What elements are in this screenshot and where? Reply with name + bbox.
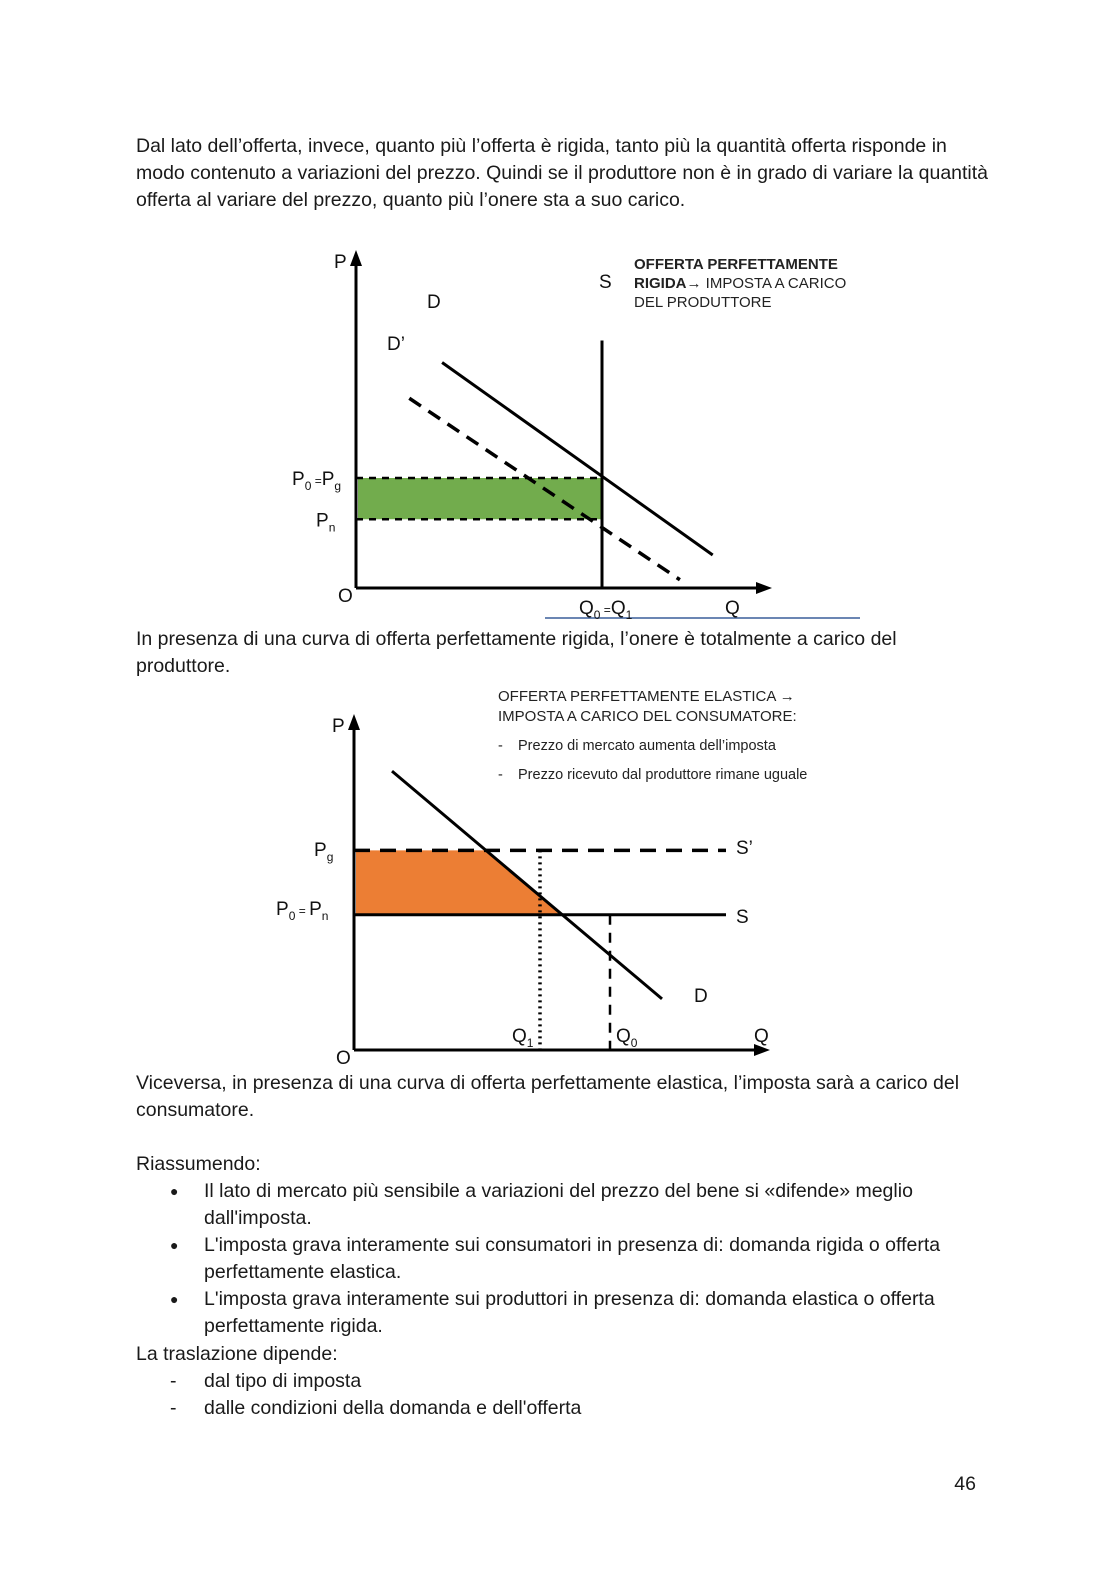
chart-title-line-2: RIGIDA→ IMPOSTA A CARICO (634, 275, 847, 292)
quantity-level-label-1: $Q_0$ (616, 1026, 638, 1050)
origin-label: O (336, 1048, 351, 1069)
rigid-supply-chart (0, 240, 1118, 630)
y-axis-arrow (350, 250, 362, 266)
origin-label: O (338, 586, 353, 607)
series-label-s-prime: S’ (736, 838, 753, 859)
page-number: 46 (954, 1473, 976, 1495)
series-label-d: D (694, 986, 708, 1007)
price-level-label-0: $P_g$ (314, 840, 334, 864)
list-item: ● Il lato di mercato più sensibile a variazioni del prezzo del bene si «difende» meglio dall'imposta. (170, 1178, 990, 1232)
translation-list (170, 1368, 581, 1422)
y-axis-arrow (348, 714, 360, 730)
quantity-level-label: $Q_0$ $^=Q_1$ (579, 598, 633, 622)
list-item: - dalle condizioni della domanda e dell'offerta (170, 1395, 581, 1422)
y-axis-label: P (334, 252, 347, 273)
x-axis-label: Q (754, 1026, 769, 1047)
chart-title-line-1: OFFERTA PERFETTAMENTE ELASTICA → (498, 688, 795, 705)
list-item: - dal tipo di imposta (170, 1368, 581, 1395)
series-line-0 (442, 363, 713, 556)
price-level-label-1: $P_n$ (316, 510, 336, 535)
summary-list (170, 1178, 990, 1340)
summary-title: Riassumendo: (136, 1153, 261, 1175)
paragraph-offer-rigidity: Dal lato dell’offerta, invece, quanto più l’offerta è rigida, tanto più la quantità offerta risponde in modo contenuto a variazioni del prezzo. Quindi se il produttore non è in grado di variare la quantità offerta al variare del prezzo, quanto più l’onere sta a suo carico. (136, 135, 989, 211)
series-label-d-prime: D’ (387, 334, 405, 355)
chart-title-line-1: OFFERTA PERFETTAMENTE (634, 256, 838, 273)
note-marker-1: - (498, 767, 503, 783)
price-level-label-0: $P_0$ $^=P_g$ (292, 469, 342, 493)
price-level-label-1: $P_0$ = $P_n$ (276, 899, 329, 923)
note-0: Prezzo di mercato aumenta dell’imposta (518, 738, 776, 754)
x-axis-label: Q (725, 598, 740, 619)
elastic-supply-chart (0, 680, 1118, 1070)
paragraph-elastic-supply-conclusion: Viceversa, in presenza di una curva di offerta perfettamente elastica, l’imposta sarà a carico del consumatore. (136, 1072, 960, 1121)
paragraph-rigid-supply-conclusion: In presenza di una curva di offerta perfettamente rigida, l’onere è totalmente a carico del produttore. (136, 628, 897, 677)
series-label-d: D (427, 292, 441, 313)
tax-burden-area (356, 850, 562, 914)
list-item: ● L'imposta grava interamente sui produttori in presenza di: domanda elastica o offerta perfettamente rigida. (170, 1286, 990, 1340)
y-axis-label: P (332, 716, 345, 737)
translation-title: La traslazione dipende: (136, 1343, 338, 1365)
note-marker-0: - (498, 738, 503, 754)
note-1: Prezzo ricevuto dal produttore rimane uguale (518, 767, 808, 783)
series-label-s: S (736, 907, 749, 928)
chart-title-line-2: IMPOSTA A CARICO DEL CONSUMATORE: (498, 708, 797, 725)
tax-burden-area (358, 478, 602, 519)
chart-title-line-3: DEL PRODUTTORE (634, 294, 772, 311)
x-axis-arrow (756, 582, 772, 594)
quantity-level-label-0: $Q_1$ (512, 1026, 534, 1050)
list-item: ● L'imposta grava interamente sui consumatori in presenza di: domanda rigida o offerta perfettamente elastica. (170, 1232, 990, 1286)
series-label-s: S (599, 272, 612, 293)
